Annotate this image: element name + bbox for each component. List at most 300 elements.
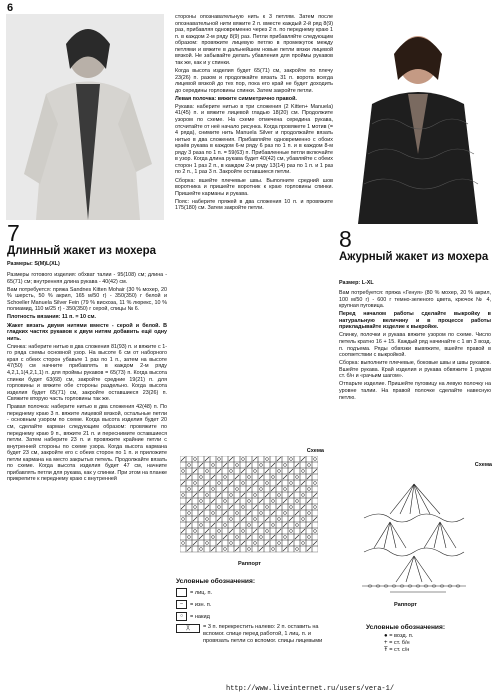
chart-cell	[282, 510, 288, 516]
middle-p3: Левая полочка: вяжите симметрично правой.	[175, 95, 297, 102]
chart-cell	[258, 510, 264, 516]
knit-legend-item-1: = лиц. п.	[176, 588, 334, 597]
pattern-number-7: 7	[7, 220, 20, 246]
chart-cell	[252, 462, 258, 468]
chart-cross-mark	[253, 529, 257, 533]
chart-cell	[258, 468, 264, 474]
chart-cell	[246, 546, 252, 552]
chart-yarn-over-mark	[266, 458, 269, 461]
chart-cell	[282, 528, 288, 534]
middle-p2: Когда высота изделия будет 65(71) см, закройте по плечу 23(26) п. разом и продолжайте вязать 31 п. ворота всегда лицевой вязкой до тех пор, пока его край не будет доходить до середины горловины спинки. Затем закройте петли.	[175, 67, 333, 94]
chart-cross-mark	[211, 499, 215, 503]
chart-yarn-over-mark	[224, 500, 227, 503]
crochet-chart-label: Схема	[474, 462, 492, 468]
chart-cell	[180, 516, 186, 522]
chart-cell	[288, 510, 294, 516]
chart-cell	[312, 462, 318, 468]
chart-cross-mark	[313, 541, 317, 545]
chart-yarn-over-mark	[272, 476, 275, 479]
chart-cell	[270, 468, 276, 474]
chart-cell	[276, 522, 282, 528]
chart-cell	[216, 510, 222, 516]
chart-cell	[294, 522, 300, 528]
chart-yarn-over-mark	[296, 548, 299, 551]
chart-cross-mark	[265, 541, 269, 545]
chart-yarn-over-mark	[218, 506, 221, 509]
chart-cell	[210, 492, 216, 498]
chart-cell	[240, 504, 246, 510]
chart-cell	[264, 534, 270, 540]
chart-cell	[258, 528, 264, 534]
chart-cell	[288, 534, 294, 540]
chart-cell	[294, 498, 300, 504]
chart-cell	[180, 546, 186, 552]
chart-cell	[306, 468, 312, 474]
chart-cell	[258, 486, 264, 492]
middle-p5: Сборка: вшейте плечевые швы. Выполните средний шов воротника и пришейте воротник к краю горловины спинки. Пришейте карманы и рукава.	[175, 177, 333, 197]
chart-yarn-over-mark	[272, 548, 275, 551]
chart-cross-mark	[313, 517, 317, 521]
right-p4: Сборка: выполните плечевые, боковые швы и швы рукавов. Вшейте рукава. Край изделия и рукава обвяжите 1 рядом ст. б/н и «рачьим шагом».	[339, 360, 491, 380]
chart-cell	[300, 546, 306, 552]
knit-chart	[176, 448, 326, 570]
chart-cell	[198, 498, 204, 504]
chart-cell	[282, 456, 288, 462]
chart-cell	[186, 480, 192, 486]
chart-cell	[234, 480, 240, 486]
chart-cell	[282, 540, 288, 546]
chart-cell	[186, 534, 192, 540]
chart-yarn-over-mark	[284, 464, 287, 467]
chart-cell	[234, 462, 240, 468]
chart-cross-mark	[235, 547, 239, 551]
chart-cell	[204, 522, 210, 528]
chart-cell	[216, 486, 222, 492]
chart-yarn-over-mark	[230, 494, 233, 497]
chart-cell	[300, 522, 306, 528]
chart-yarn-over-mark	[302, 542, 305, 545]
chart-cell	[180, 498, 186, 504]
chart-cell	[294, 540, 300, 546]
pattern-title-8: Ажурный жакет из мохера	[339, 251, 489, 263]
chart-cell	[234, 510, 240, 516]
chart-cross-mark	[205, 505, 209, 509]
chart-cell	[288, 504, 294, 510]
chart-cell	[228, 522, 234, 528]
chart-yarn-over-mark	[182, 542, 185, 545]
chart-cross-mark	[301, 457, 305, 461]
chart-cell	[222, 546, 228, 552]
chart-cell	[252, 516, 258, 522]
chart-cell	[192, 510, 198, 516]
chart-yarn-over-mark	[290, 506, 293, 509]
middle-column-text	[175, 14, 333, 213]
chart-cell	[246, 498, 252, 504]
chart-cell	[294, 468, 300, 474]
chart-yarn-over-mark	[308, 512, 311, 515]
chart-cell	[222, 480, 228, 486]
chart-cell	[192, 546, 198, 552]
chart-cross-mark	[259, 475, 263, 479]
chart-yarn-over-mark	[284, 536, 287, 539]
chart-yarn-over-mark	[188, 464, 191, 467]
chart-cell	[240, 480, 246, 486]
chart-cross-mark	[181, 529, 185, 533]
chart-cell	[300, 462, 306, 468]
chart-cell	[228, 462, 234, 468]
chart-cell	[258, 504, 264, 510]
knit-stitch-icon	[176, 588, 187, 597]
chart-cell	[216, 522, 222, 528]
purl-stitch-icon: –	[176, 600, 187, 609]
chart-cell	[306, 486, 312, 492]
chart-cell	[270, 456, 276, 462]
middle-p1: стороны опознавательную нить к 3 петлям. Затем после опознавательной нити вяжите 2 п. вместе каждый 2-й ряд 8(9) раз, прибавляя одновременно через 2 п. по переднему краю 1 п. в каждом 2-м ряду 8(9) раз. Петли прибавляйте следующим образом: провяжите лицевую петлю в промежуток между петлями и вяжите в дальнейшем новые петли вязки лицевой вязкой. Не забывайте делать убавления для проймы рукавов так же, как и у спинки.	[175, 14, 333, 66]
chart-cross-mark	[301, 505, 305, 509]
chart-cell	[288, 498, 294, 504]
chart-cell	[276, 468, 282, 474]
chart-cross-mark	[277, 481, 281, 485]
left-p3: Плотность вязания: 11 п. = 10 см.	[7, 314, 97, 321]
chart-cell	[204, 486, 210, 492]
chart-cell	[312, 522, 318, 528]
chart-cell	[312, 528, 318, 534]
chart-cell	[294, 546, 300, 552]
chart-cross-mark	[307, 499, 311, 503]
chart-cell	[192, 498, 198, 504]
chart-cell	[306, 492, 312, 498]
chart-yarn-over-mark	[278, 494, 281, 497]
chart-cell	[300, 516, 306, 522]
chart-cell	[186, 486, 192, 492]
chart-cell	[234, 468, 240, 474]
chart-cell	[264, 546, 270, 552]
chart-cell	[288, 456, 294, 462]
chart-cell	[270, 504, 276, 510]
right-p5: Отпарьте изделие. Пришейте пуговицу на левую полочку на уровне талии. На правой полочке сделайте навесную петлю.	[339, 381, 491, 401]
chart-cell	[240, 498, 246, 504]
knit-chart-grid	[180, 456, 318, 560]
chart-cell	[282, 504, 288, 510]
chart-cross-mark	[265, 469, 269, 473]
chart-cell	[192, 462, 198, 468]
chart-cell	[198, 504, 204, 510]
chart-cell	[276, 492, 282, 498]
chart-cross-mark	[199, 463, 203, 467]
chart-yarn-over-mark	[212, 488, 215, 491]
chart-cross-mark	[259, 499, 263, 503]
chart-cell	[306, 462, 312, 468]
chart-cell	[210, 480, 216, 486]
crochet-fan-bottom	[396, 556, 432, 582]
chart-yarn-over-mark	[224, 476, 227, 479]
chart-cross-mark	[187, 523, 191, 527]
chart-cell	[204, 468, 210, 474]
chart-cross-mark	[217, 541, 221, 545]
chart-cell	[222, 474, 228, 480]
chart-cell	[222, 528, 228, 534]
chart-cell	[294, 492, 300, 498]
chart-cell	[210, 528, 216, 534]
chart-yarn-over-mark	[206, 518, 209, 521]
chart-cross-mark	[199, 487, 203, 491]
chart-cross-mark	[289, 469, 293, 473]
chart-yarn-over-mark	[278, 542, 281, 545]
chart-cell	[180, 540, 186, 546]
chart-cell	[210, 516, 216, 522]
chart-cross-mark	[283, 547, 287, 551]
chart-cell	[240, 486, 246, 492]
chart-cross-mark	[301, 529, 305, 533]
chart-cross-mark	[205, 481, 209, 485]
chart-cell	[294, 474, 300, 480]
chart-cell	[186, 528, 192, 534]
chart-yarn-over-mark	[314, 482, 317, 485]
chart-yarn-over-mark	[296, 476, 299, 479]
chart-yarn-over-mark	[260, 464, 263, 467]
chart-cross-mark	[295, 487, 299, 491]
crochet-legend-item-3: Ŧ = ст. с/н	[384, 647, 410, 653]
knit-legend	[176, 578, 334, 645]
chart-cell	[192, 480, 198, 486]
photo-lace-jacket	[338, 14, 494, 224]
chart-cell	[246, 516, 252, 522]
chart-cross-mark	[259, 523, 263, 527]
chart-cross-mark	[235, 475, 239, 479]
chart-cell	[288, 522, 294, 528]
chart-cross-mark	[241, 469, 245, 473]
chart-cross-mark	[229, 505, 233, 509]
chart-cell	[216, 528, 222, 534]
chart-cell	[234, 516, 240, 522]
crochet-legend	[366, 624, 494, 654]
chart-cell	[282, 492, 288, 498]
chart-cell	[288, 480, 294, 486]
chart-cell	[234, 486, 240, 492]
chart-cross-mark	[307, 547, 311, 551]
chart-cross-mark	[223, 511, 227, 515]
chart-yarn-over-mark	[296, 524, 299, 527]
chart-cross-mark	[181, 505, 185, 509]
chart-cross-mark	[229, 457, 233, 461]
chart-cross-mark	[193, 541, 197, 545]
chart-cell	[246, 504, 252, 510]
chart-cell	[186, 504, 192, 510]
chart-cell	[264, 522, 270, 528]
chart-cell	[186, 462, 192, 468]
chart-cell	[258, 534, 264, 540]
chart-cell	[252, 486, 258, 492]
chart-cell	[180, 462, 186, 468]
chart-cell	[180, 492, 186, 498]
chart-cell	[180, 468, 186, 474]
chart-cell	[282, 486, 288, 492]
chart-cell	[264, 462, 270, 468]
chart-cell	[246, 480, 252, 486]
chart-yarn-over-mark	[236, 464, 239, 467]
crochet-legend-item-2: + = ст. б/н	[384, 640, 410, 646]
chart-yarn-over-mark	[290, 458, 293, 461]
chart-cell	[282, 516, 288, 522]
chart-cell	[270, 492, 276, 498]
chart-cell	[240, 546, 246, 552]
chart-cell	[270, 546, 276, 552]
chart-cross-mark	[265, 517, 269, 521]
left-p2: Вам потребуется: пряжа Sandnes Kitten Mohair (30 % мохер, 20 % шерсть, 50 % акрил, 165 м/50 г) - 350(350) г белой и Schoeller Manuela Silver Fein (79 % вискоза, 11 % люрекс, 10 % полиамид, 110 м/25 г) - 350(350) г серой, спицы № 6.	[7, 286, 167, 313]
knit-legend-item-3: ○ = накид	[176, 612, 334, 621]
chart-cell	[228, 498, 234, 504]
chart-cross-mark	[181, 457, 185, 461]
chart-cell	[300, 510, 306, 516]
chart-cell	[246, 474, 252, 480]
footer-url: http://www.liveinternet.ru/users/vera-1/	[226, 685, 395, 693]
chart-cross-mark	[295, 535, 299, 539]
chart-cell	[270, 540, 276, 546]
middle-p4: Рукава: наберите нитью в три сложения (2 Kitten+ Manuela) 41(45) п. и вяжите лицевой гладью 18(20) см. Продолжите узором по схеме. На схеме отмечена середина рукава, отсчитайте от неё начало рисунка. Когда провяжете 1 мотив (= 4 ряда), снимите нить Manuela Silver и продолжайте вязать нитью в два сложения. Прибавляйте одновременно с обоих краёв рукава в каждом 6-м ряду 6 раз по 1 п. и в каждом 8-м ряду 3 раза по 1 п. = 59(63) п. Прибавленные петли включайте в узор. Когда длина рукава будет 40(42) см, убавляйте с обеих сторон 1 раз 2 п., в каждом 2-м ряду 13(14) раз по 1 п. и 1 раз по 2 п., 1 раз 3 п. Закройте оставшиеся петли.	[175, 103, 333, 176]
chart-yarn-over-mark	[314, 530, 317, 533]
chart-cell	[180, 534, 186, 540]
chart-cross-mark	[289, 517, 293, 521]
chart-cross-mark	[271, 511, 275, 515]
chart-cell	[216, 534, 222, 540]
chart-cross-mark	[253, 481, 257, 485]
chart-cell	[306, 534, 312, 540]
chart-yarn-over-mark	[236, 488, 239, 491]
jacket-photo-illustration	[6, 14, 164, 220]
chart-cell	[288, 474, 294, 480]
chart-yarn-over-mark	[206, 470, 209, 473]
chart-cell	[252, 546, 258, 552]
chart-cross-mark	[181, 481, 185, 485]
chart-cell	[264, 474, 270, 480]
left-column-text	[7, 272, 167, 485]
chart-yarn-over-mark	[206, 494, 209, 497]
chart-cell	[276, 486, 282, 492]
chart-cell	[300, 486, 306, 492]
chart-cell	[186, 510, 192, 516]
chart-yarn-over-mark	[188, 536, 191, 539]
chart-cell	[252, 468, 258, 474]
chart-cross-mark	[271, 463, 275, 467]
left-p5: Спинка: наберите нитью в два сложения 81(93) п. и вяжите с 1-го ряда схемы основной узор. На высоте 6 см от наборного края с обеих сторон убавьте 1 раз по 1 п., затем на высоте 47(50) см начните прибавлять в каждом 2-м ряду 4,2,1,1(4,2,1,1) п. для проймы рукавов = 65(73) п. Когда высота спинки будет 63(68) см, закройте средние 19(21) п. для горловины и вяжите обе стороны раздельно. Когда высота изделия будет 65(71) см, закройте оставшиеся 23(26) п. Свяжите вторую часть горловины так же.	[7, 343, 167, 403]
chart-cell	[312, 510, 318, 516]
chart-cell	[228, 474, 234, 480]
chart-cell	[312, 504, 318, 510]
chart-yarn-over-mark	[248, 548, 251, 551]
chart-cell	[258, 516, 264, 522]
chart-cell	[180, 474, 186, 480]
left-p6: Правая полочка: наберите нитью в два сложения 42(48) п. По переднему краю 3 п. вяжите лицевой вязкой, остальные петли - основным узором по схеме. Когда высота изделия будет 20 см, сделайте карман следующим образом: провяжите по переднему краю 9 п., вяжите 21 п. и переснимите оставшиеся петли. Затем наберите 23 п. и провяжите крайние петли с внутренней стороны по схеме узора. Когда высота кармана будет 23 см, закройте его с обеих сторон по 1 п. и приложите петли кармана на место закрытых петель. Продолжайте вязать по схеме. Когда высота изделия будет 47 см, начните прибавлять петли для рукава, как у спинки. При этом на планке прикрепите к переднему краю с внутренней	[7, 404, 167, 483]
chart-cell	[186, 492, 192, 498]
chart-cell	[210, 510, 216, 516]
chart-cross-mark	[223, 535, 227, 539]
photo-long-jacket	[6, 14, 164, 220]
chart-cell	[198, 474, 204, 480]
size-value-8: L-XL	[361, 280, 374, 286]
chart-yarn-over-mark	[242, 506, 245, 509]
chart-yarn-over-mark	[302, 494, 305, 497]
chart-yarn-over-mark	[242, 482, 245, 485]
chart-cell	[198, 546, 204, 552]
chart-cell	[210, 456, 216, 462]
chart-yarn-over-mark	[212, 512, 215, 515]
chart-cell	[276, 516, 282, 522]
chart-cell	[300, 468, 306, 474]
chart-cell	[306, 456, 312, 462]
middle-p6: Пояс: наберите пряжей в два сложения 10 п. и провяжите 175(180) см. Затем закройте петли.	[175, 198, 333, 212]
chart-yarn-over-mark	[182, 470, 185, 473]
chart-yarn-over-mark	[260, 488, 263, 491]
chart-cross-mark	[241, 517, 245, 521]
chart-cross-mark	[283, 475, 287, 479]
chart-cross-mark	[307, 475, 311, 479]
chart-cell	[246, 540, 252, 546]
chart-yarn-over-mark	[290, 482, 293, 485]
right-p3: Спинку, полочки и рукава вяжите узором по схеме. Число петель кратно 16 + 15. Каждый ряд начинайте с 1 вп 3 возд. п. подъема. Ряды обвязки вывяжите, вшейте правой в соответствии с выкройкой.	[339, 332, 491, 359]
chart-cell	[276, 546, 282, 552]
chart-yarn-over-mark	[248, 524, 251, 527]
chart-cell	[228, 534, 234, 540]
chart-yarn-over-mark	[230, 518, 233, 521]
chart-cell	[240, 510, 246, 516]
chart-cell	[294, 504, 300, 510]
chart-cell	[270, 480, 276, 486]
chart-yarn-over-mark	[224, 548, 227, 551]
chart-yarn-over-mark	[308, 464, 311, 467]
chart-cell	[204, 516, 210, 522]
yarn-over-icon: ○	[176, 612, 187, 621]
chart-cell	[186, 456, 192, 462]
chart-cross-mark	[247, 535, 251, 539]
chart-cross-mark	[187, 499, 191, 503]
chart-cell	[210, 540, 216, 546]
chart-cell	[198, 540, 204, 546]
chart-cell	[312, 534, 318, 540]
chart-cross-mark	[253, 457, 257, 461]
chart-yarn-over-mark	[194, 530, 197, 533]
knit-chart-repeat: Раппорт	[238, 561, 262, 567]
cross-stitch-icon: ╳	[176, 624, 200, 633]
chart-cell	[258, 540, 264, 546]
chart-cell	[300, 474, 306, 480]
chart-cell	[252, 492, 258, 498]
page-number: 6	[7, 2, 14, 14]
chart-yarn-over-mark	[284, 512, 287, 515]
chart-cell	[306, 504, 312, 510]
chart-cross-mark	[283, 523, 287, 527]
chart-cross-mark	[295, 511, 299, 515]
chart-cell	[234, 492, 240, 498]
chart-cross-mark	[205, 529, 209, 533]
chart-cell	[270, 522, 276, 528]
chart-cell	[216, 480, 222, 486]
chart-yarn-over-mark	[242, 458, 245, 461]
chain-stitch-icon: ●	[384, 633, 388, 639]
chart-cell	[264, 456, 270, 462]
chart-yarn-over-mark	[302, 518, 305, 521]
chart-yarn-over-mark	[218, 530, 221, 533]
chart-cell	[270, 528, 276, 534]
chart-cross-mark	[211, 523, 215, 527]
chart-cross-mark	[211, 475, 215, 479]
sizes-value: S(M)L(XL)	[34, 261, 60, 267]
chart-yarn-over-mark	[302, 470, 305, 473]
chart-yarn-over-mark	[182, 518, 185, 521]
chart-cross-mark	[277, 529, 281, 533]
chart-yarn-over-mark	[200, 524, 203, 527]
crochet-legend-title: Условные обозначения:	[366, 624, 446, 631]
chart-cell	[234, 504, 240, 510]
